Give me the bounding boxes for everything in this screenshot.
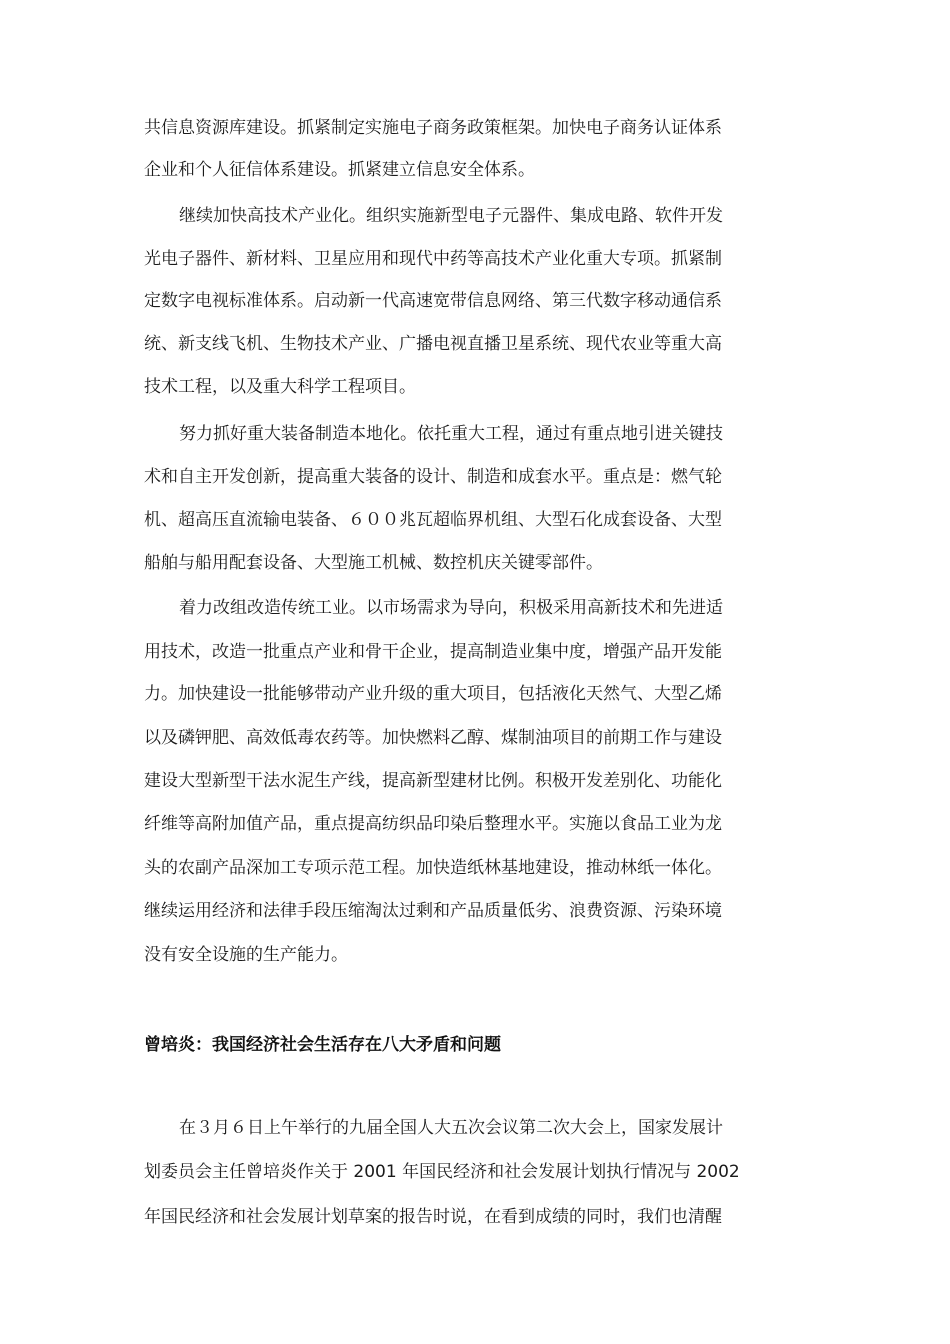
- text-line: 船舶与船用配套设备、大型施工机械、数控机庆关键零部件。: [144, 553, 603, 573]
- text-line: 在３月６日上午举行的九届全国人大五次会议第二次大会上，国家发展计: [179, 1118, 723, 1138]
- text-line: 机、超高压直流输电装备、６００兆瓦超临界机组、大型石化成套设备、大型: [144, 510, 722, 530]
- text-line: 继续运用经济和法律手段压缩淘汰过剩和产品质量低劣、浪费资源、污染环境: [144, 901, 722, 921]
- text-line: 力。加快建设一批能够带动产业升级的重大项目，包括液化天然气、大型乙烯: [144, 684, 722, 704]
- text-line: 建设大型新型干法水泥生产线，提高新型建材比例。积极开发差别化、功能化: [144, 771, 722, 791]
- text-line: 定数字电视标准体系。启动新一代高速宽带信息网络、第三代数字移动通信系: [144, 291, 722, 311]
- text-line: 统、新支线飞机、生物技术产业、广播电视直播卫星系统、现代农业等重大高: [144, 334, 722, 354]
- text-line: 继续加快高技术产业化。组织实施新型电子元器件、集成电路、软件开发: [179, 206, 723, 226]
- text-line: 头的农副产品深加工专项示范工程。加快造纸林基地建设，推动林纸一体化。: [144, 858, 722, 878]
- text-line: 术和自主开发创新，提高重大装备的设计、制造和成套水平。重点是：燃气轮: [144, 467, 722, 487]
- text-line: 企业和个人征信体系建设。抓紧建立信息安全体系。: [144, 160, 535, 180]
- text-line: 用技术，改造一批重点产业和骨干企业，提高制造业集中度，增强产品开发能: [144, 642, 722, 662]
- section-heading: 曾培炎：我国经济社会生活存在八大矛盾和问题: [144, 1035, 501, 1055]
- text-line: 纤维等高附加值产品，重点提高纺织品印染后整理水平。实施以食品工业为龙: [144, 814, 722, 834]
- text-line: 努力抓好重大装备制造本地化。依托重大工程，通过有重点地引进关键技: [179, 424, 723, 444]
- text-line: 划委员会主任曾培炎作关于 2001 年国民经济和社会发展计划执行情况与 2002: [144, 1162, 740, 1182]
- text-line: 没有安全设施的生产能力。: [144, 945, 348, 965]
- text-line: 光电子器件、新材料、卫星应用和现代中药等高技术产业化重大专项。抓紧制: [144, 249, 722, 269]
- text-line: 以及磷钾肥、高效低毒农药等。加快燃料乙醇、煤制油项目的前期工作与建设: [144, 728, 722, 748]
- text-line: 技术工程，以及重大科学工程项目。: [144, 377, 416, 397]
- text-line: 共信息资源库建设。抓紧制定实施电子商务政策框架。加快电子商务认证体系: [144, 118, 722, 138]
- text-line: 着力改组改造传统工业。以市场需求为导向，积极采用高新技术和先进适: [179, 598, 723, 618]
- text-line: 年国民经济和社会发展计划草案的报告时说，在看到成绩的同时，我们也清醒: [144, 1207, 722, 1227]
